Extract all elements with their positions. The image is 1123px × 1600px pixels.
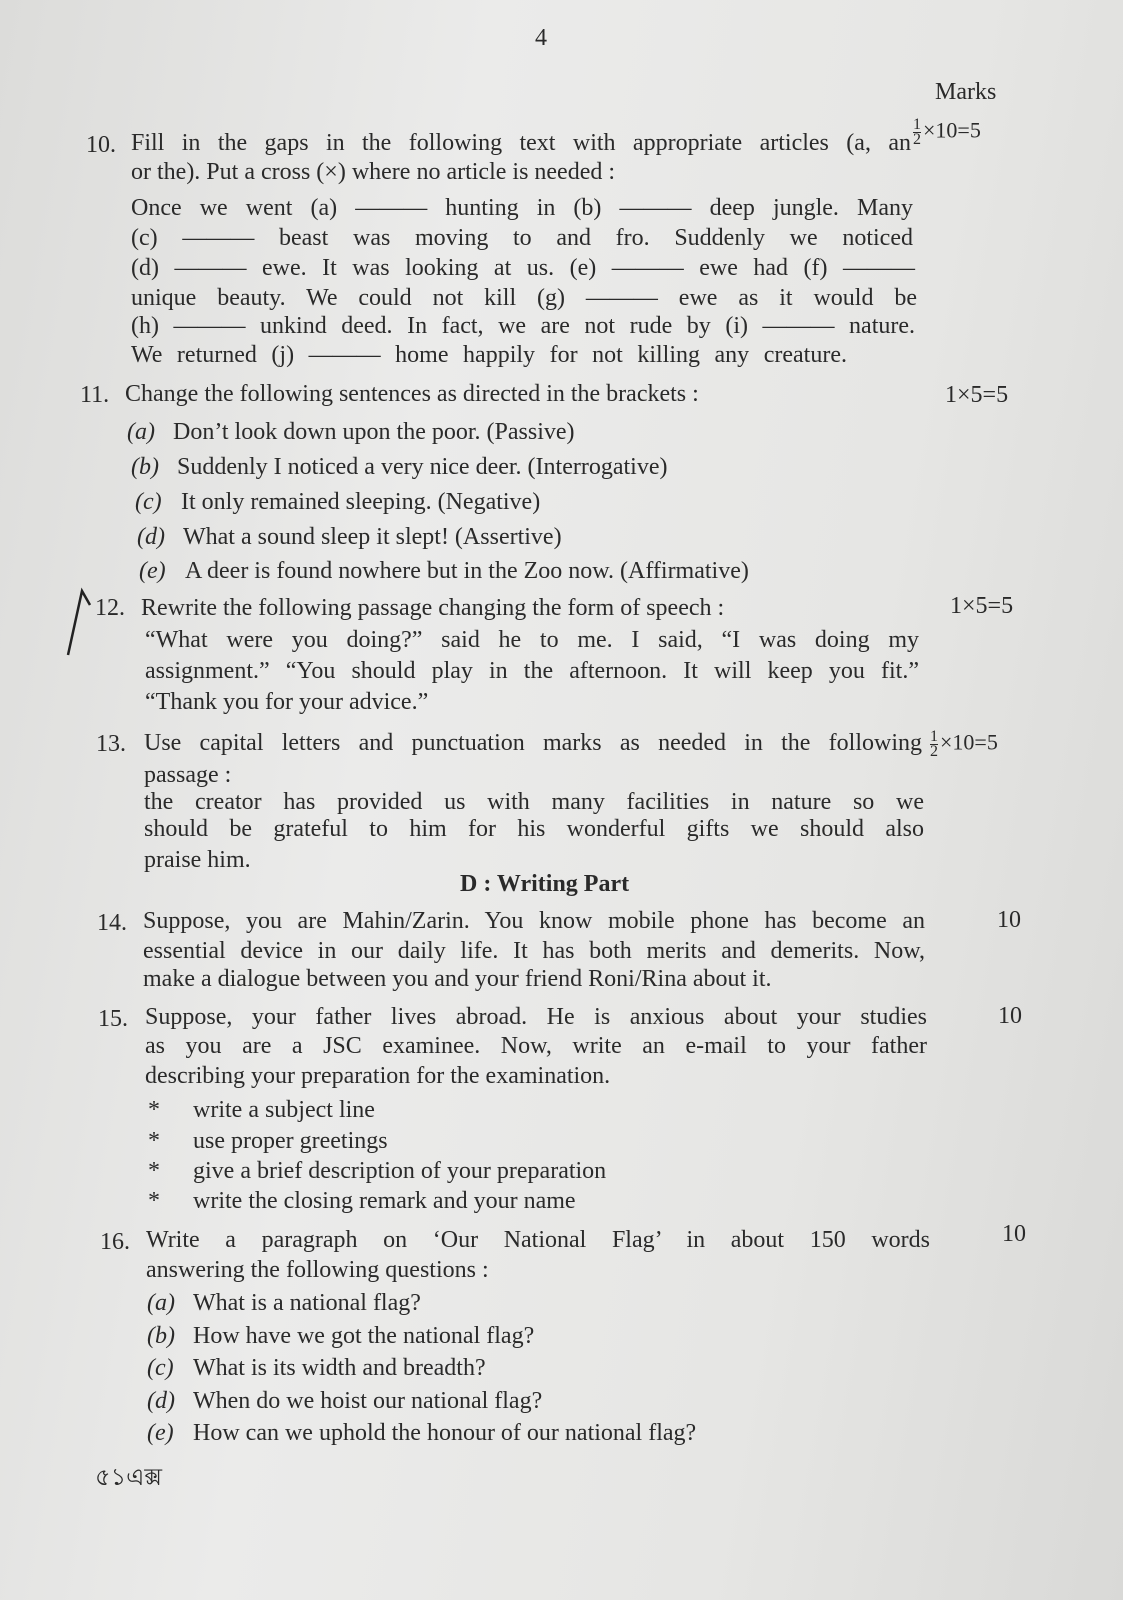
item-text: How can we uphold the honour of our national flag? [193,1420,697,1446]
fraction-numerator: 1 [913,116,921,133]
item-label: (b) [147,1323,175,1349]
question-marks: 10 [1002,1221,1026,1247]
question-text: answering the following questions : [146,1257,489,1283]
fraction-numerator: 1 [930,728,938,745]
question-number: 13. [96,731,126,757]
item-label: (c) [147,1355,174,1381]
fraction-denominator: 2 [930,743,938,760]
item-label: (e) [147,1420,174,1446]
question-text: make a dialogue between you and your friend Roni/Rina about it. [143,966,772,992]
question-text: Suppose, your father lives abroad. He is anxious about your studies [145,1004,927,1030]
question-text: Use capital letters and punctuation marks as needed in the following [144,730,922,756]
bullet-icon: * [148,1097,160,1123]
bullet-text: write a subject line [193,1097,375,1123]
item-label: (a) [147,1290,175,1316]
question-marks: 10 [998,1003,1022,1029]
item-label: (a) [127,419,155,445]
question-text: describing your preparation for the examination. [145,1063,611,1089]
marks-rest: ×10=5 [923,117,981,143]
question-text: Rewrite the following passage changing the form of speech : [141,595,725,621]
bullet-icon: * [148,1128,160,1154]
gap-line: unique beauty. We could not kill (g) ——— ewe as it would be [131,285,917,311]
item-text: What a sound sleep it slept! (Assertive) [183,524,562,550]
marks-heading: Marks [935,79,997,105]
bullet-icon: * [148,1158,160,1184]
passage-line: should be grateful to him for his wonderful gifts we should also [144,816,924,842]
question-text: Fill in the gaps in the following text with appropriate articles (a, an [131,130,911,156]
item-label: (d) [147,1388,175,1414]
q13-marks [930,730,998,759]
passage-line: the creator has provided us with many facilities in nature so we [144,789,924,815]
question-number: 15. [98,1006,128,1032]
question-marks: 10 [997,907,1021,933]
gap-line: (d) ——— ewe. It was looking at us. (e) ——— ewe had (f) ——— [131,255,915,281]
item-label: (b) [131,454,159,480]
question-text: Suppose, you are Mahin/Zarin. You know mobile phone has become an [143,908,925,934]
gap-line: (h) ——— unkind deed. In fact, we are not rude by (i) ——— nature. [131,313,915,339]
item-label: (d) [137,524,165,550]
question-text: or the). Put a cross (×) where no article is needed : [131,159,616,185]
question-number: 14. [97,910,127,936]
item-text: Suddenly I noticed a very nice deer. (Interrogative) [177,454,668,480]
item-label: (e) [139,558,166,584]
item-text: What is its width and breadth? [193,1355,486,1381]
question-text: Change the following sentences as directed in the brackets : [125,381,699,407]
item-text: When do we hoist our national flag? [193,1388,543,1414]
question-text: Write a paragraph on ‘Our National Flag’ in about 150 words [146,1227,930,1253]
bullet-text: write the closing remark and your name [193,1188,576,1214]
bullet-text: use proper greetings [193,1128,388,1154]
gap-line: (c) ——— beast was moving to and fro. Suddenly we noticed [131,225,913,251]
item-text: A deer is found nowhere but in the Zoo now. (Affirmative) [185,558,749,584]
question-number: 10. [86,132,116,158]
page-number: 4 [535,25,547,51]
passage-line: “Thank you for your advice.” [145,689,429,715]
marks-rest: ×10=5 [940,729,998,755]
footer-code: ৫১এক্স [95,1465,163,1491]
question-marks: 1×5=5 [950,593,1014,619]
passage-line: assignment.” “You should play in the afternoon. It will keep you fit.” [145,658,919,684]
fraction-denominator: 2 [913,131,921,148]
item-text: It only remained sleeping. (Negative) [181,489,541,515]
bullet-icon: * [148,1188,160,1214]
section-heading: D : Writing Part [460,871,630,897]
passage-line: praise him. [144,847,251,873]
bullet-text: give a brief description of your preparation [193,1158,607,1184]
question-text: essential device in our daily life. It has both merits and demerits. Now, [143,938,925,964]
pen-mark-icon [60,585,100,660]
question-text: as you are a JSC examinee. Now, write an e-mail to your father [145,1033,927,1059]
gap-line: We returned (j) ——— home happily for not killing any creature. [131,342,847,368]
question-text: passage : [144,762,232,788]
passage-line: “What were you doing?” said he to me. I said, “I was doing my [145,627,919,653]
question-number: 16. [100,1229,130,1255]
q10-marks [913,118,981,147]
gap-line: Once we went (a) ——— hunting in (b) ——— deep jungle. Many [131,195,913,221]
item-text: Don’t look down upon the poor. (Passive) [173,419,575,445]
question-number: 12. [95,595,125,621]
item-text: What is a national flag? [193,1290,421,1316]
question-marks: 1×5=5 [945,382,1009,408]
question-number: 11. [80,382,110,408]
item-text: How have we got the national flag? [193,1323,535,1349]
item-label: (c) [135,489,162,515]
